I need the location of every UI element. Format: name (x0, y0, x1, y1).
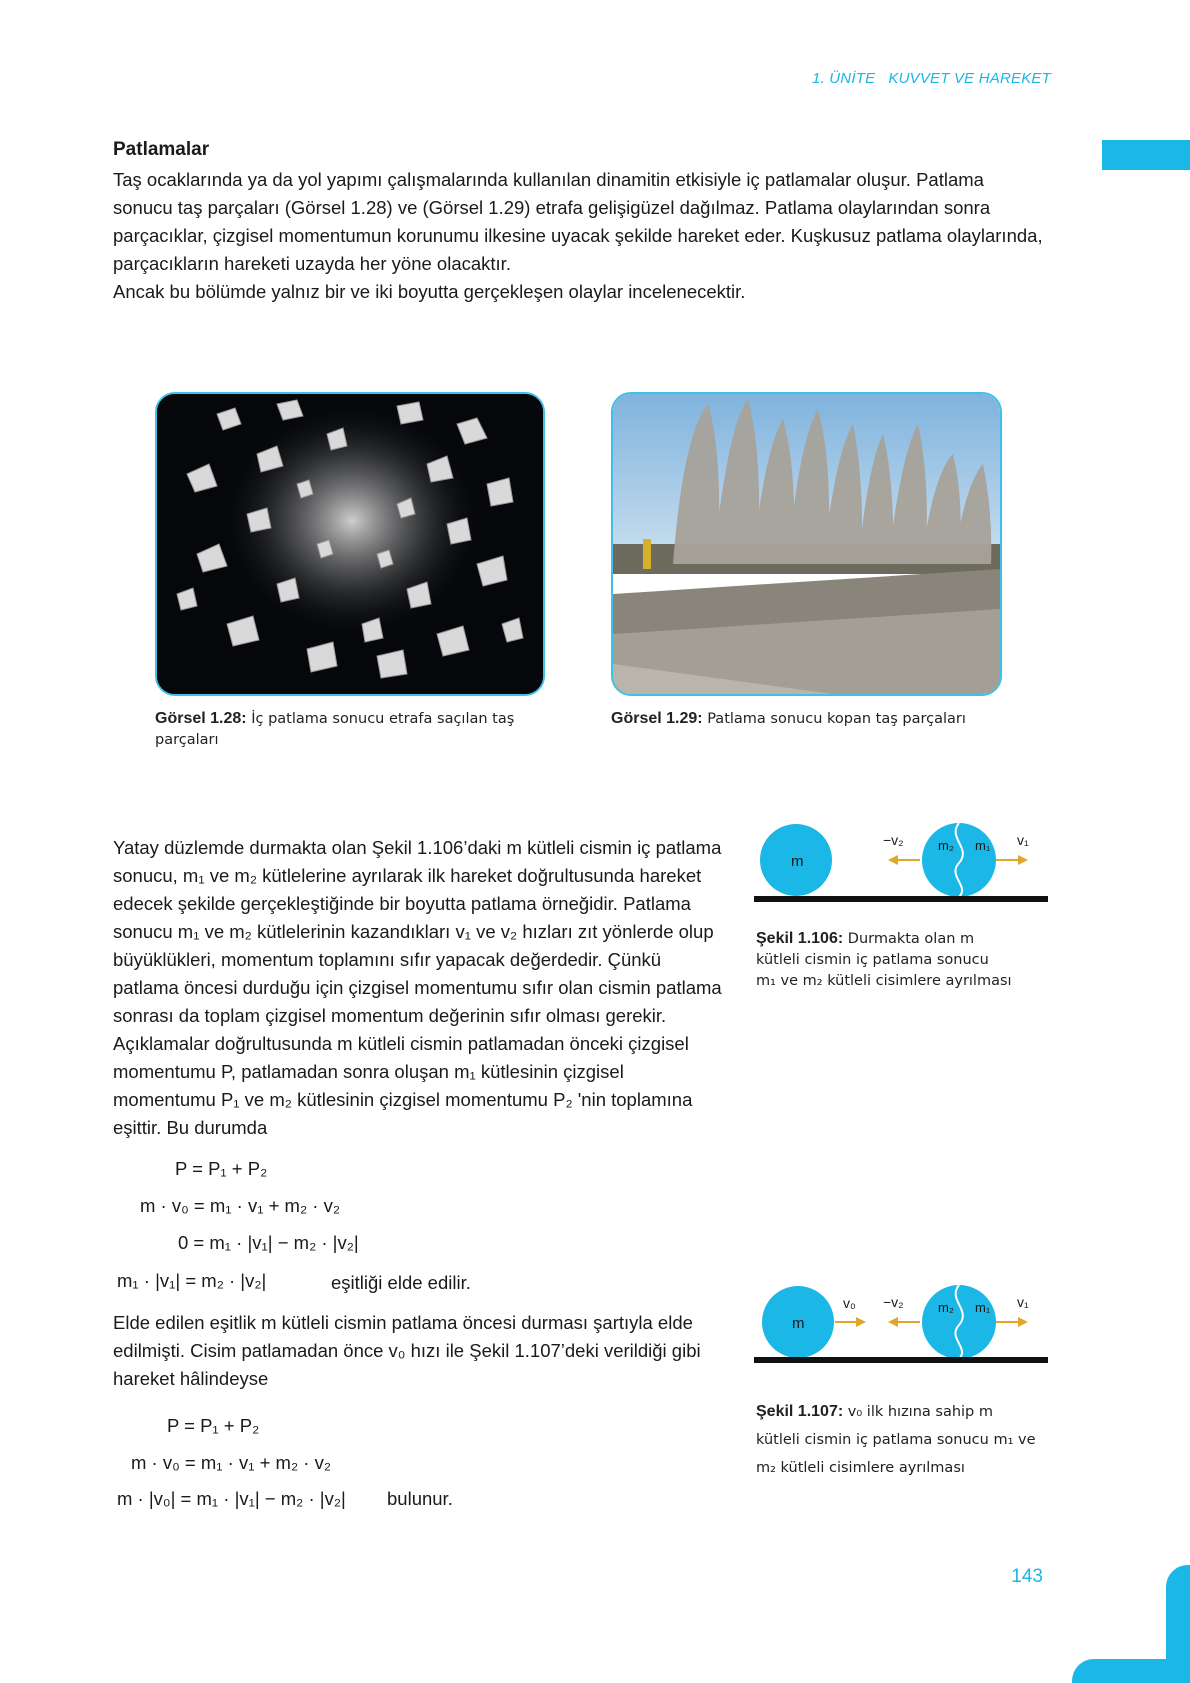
intro-paragraph: Taş ocaklarında ya da yol yapımı çalışmalarında kullanılan dinamitin etkisiyle iç patlamalar oluşur. Patlama sonucu taş parçaları (Görsel 1.28) ve (Görsel 1.29) etrafa gelişigüzel dağılmaz. Patlama olaylarından sonra parçacıklar, çizgisel momentumun korunumu ilkesine uyacak şekilde hareket eder. Kuşkusuz patlama olaylarında, parçacıkların hareketi uzayda her yöne olacaktır. (113, 169, 1043, 274)
figure-1106-line1: Durmakta olan m (847, 931, 975, 947)
equation-2-line-2: m · v₀ = m₁ · v₁ + m₂ · v₂ (131, 1452, 331, 1473)
ball-m-2-label: m (792, 1315, 805, 1332)
rock-burst-image (157, 394, 543, 694)
body-paragraph-1: Yatay düzlemde durmakta olan Şekil 1.106’daki m kütleli cismin iç patlama sonucu, m₁ ve m₂ kütlelerine ayrılarak ilk hareket doğrultusunda hareket edecek şekilde gerçekleştiğinde bir boyutta patlama örneğidir. Patlama sonucu m₁ ve m₂ kütlelerinin kazandıkları v₁ ve v₂ hızları zıt yönlerde olup büyüklükleri, momentum toplamını sıfır yapacak değerdedir. Çünkü patlama öncesi durduğu için çizgisel momentumu sıfır olan cismin patlama sonrası da toplam çizgisel momentum değerinin sıfır olması gerekir. Açıklamalar doğrultusunda m kütleli cismin patlamadan önceki çizgisel momentumu P, patlamadan sonra oluşan m₁ kütlesinin çizgisel momentumu P₁ ve m₂ kütlesinin çizgisel momentumu P₂ 'nin toplamına eşittir. Bu durumda (113, 837, 722, 1138)
photo-caption-1 (155, 708, 535, 751)
photo-text-1: İç patlama sonucu etrafa saçılan taş parçaları (155, 711, 515, 748)
figure-1107-caption (756, 1398, 1056, 1482)
m2-label: m₂ (938, 838, 954, 853)
figure-1107-diagram (752, 1280, 1052, 1365)
figure-1106-line2: kütleli cismin iç patlama sonucu (756, 952, 989, 968)
equation-2-line-1: P = P₁ + P₂ (167, 1415, 260, 1436)
equation-1-line-1: P = P₁ + P₂ (175, 1158, 268, 1179)
photo-quarry-blast (611, 392, 1002, 696)
equation-1-suffix: eşitliği elde edilir. (331, 1272, 471, 1293)
section-title: Patlamalar (113, 139, 210, 160)
m1-label-2: m₁ (975, 1300, 991, 1315)
photo-caption-2 (611, 708, 1001, 730)
figure-1107-line3: m₂ kütleli cisimlere ayrılması (756, 1460, 965, 1476)
unit-topic: KUVVET VE HAREKET (888, 70, 1051, 87)
intro-text (113, 166, 1048, 306)
ball-split (922, 823, 996, 897)
photo-rock-explosion (155, 392, 545, 696)
figure-1107-label: Şekil 1.107: (756, 1403, 844, 1420)
figure-1106-label: Şekil 1.106: (756, 930, 844, 947)
page-number: 143 (1011, 1566, 1043, 1587)
figure-1106-diagram (752, 818, 1052, 903)
photo-label-2: Görsel 1.29: (611, 710, 703, 727)
v1-label: v₁ (1017, 832, 1029, 848)
ball-split-2 (922, 1285, 996, 1359)
equation-1-line-3: 0 = m₁ · |v₁| − m₂ · |v₂| (178, 1232, 359, 1253)
neg-v2-label-2: −v₂ (883, 1294, 904, 1310)
figure-1107-line1: v₀ ilk hızına sahip m (847, 1404, 993, 1420)
photo-label-1: Görsel 1.28: (155, 710, 247, 727)
figure-1107-line2: kütleli cismin iç patlama sonucu m₁ ve (756, 1432, 1036, 1448)
quarry-blast-image (613, 394, 1000, 694)
photo-text-2: Patlama sonucu kopan taş parçaları (707, 711, 966, 727)
figure-1106-svg (752, 818, 1052, 903)
equation-2-suffix: bulunur. (387, 1488, 453, 1509)
equation-2-line-3: m · |v₀| = m₁ · |v₁| − m₂ · |v₂| (117, 1488, 346, 1509)
unit-label: 1. ÜNİTE (812, 70, 876, 87)
equation-1-line-2: m · v₀ = m₁ · v₁ + m₂ · v₂ (140, 1195, 340, 1216)
side-tab (1102, 140, 1190, 170)
v1-label-2: v₁ (1017, 1294, 1029, 1310)
figure-1106-line3: m₁ ve m₂ kütleli cisimlere ayrılması (756, 973, 1012, 989)
figure-1106-caption (756, 928, 1046, 992)
neg-v2-label: −v₂ (883, 832, 904, 848)
m2-label-2: m₂ (938, 1300, 954, 1315)
m1-label: m₁ (975, 838, 991, 853)
v0-label: v₀ (843, 1295, 856, 1311)
running-header (812, 70, 1051, 87)
body-paragraph-2: Elde edilen eşitlik m kütleli cismin patlama öncesi durması şartıyla elde edilmişti. Cisim patlamadan önce v₀ hızı ile Şekil 1.107’deki verildiği gibi hareket hâlindeyse (113, 1312, 701, 1389)
ball-m-label: m (791, 853, 804, 870)
equation-1-line-4: m₁ · |v₁| = m₂ · |v₂| (117, 1270, 267, 1291)
corner-decoration-bottom (1072, 1659, 1190, 1683)
intro-paragraph-2: Ancak bu bölümde yalnız bir ve iki boyutta gerçekleşen olaylar incelenecektir. (113, 281, 746, 302)
figure-1107-svg (752, 1280, 1052, 1365)
